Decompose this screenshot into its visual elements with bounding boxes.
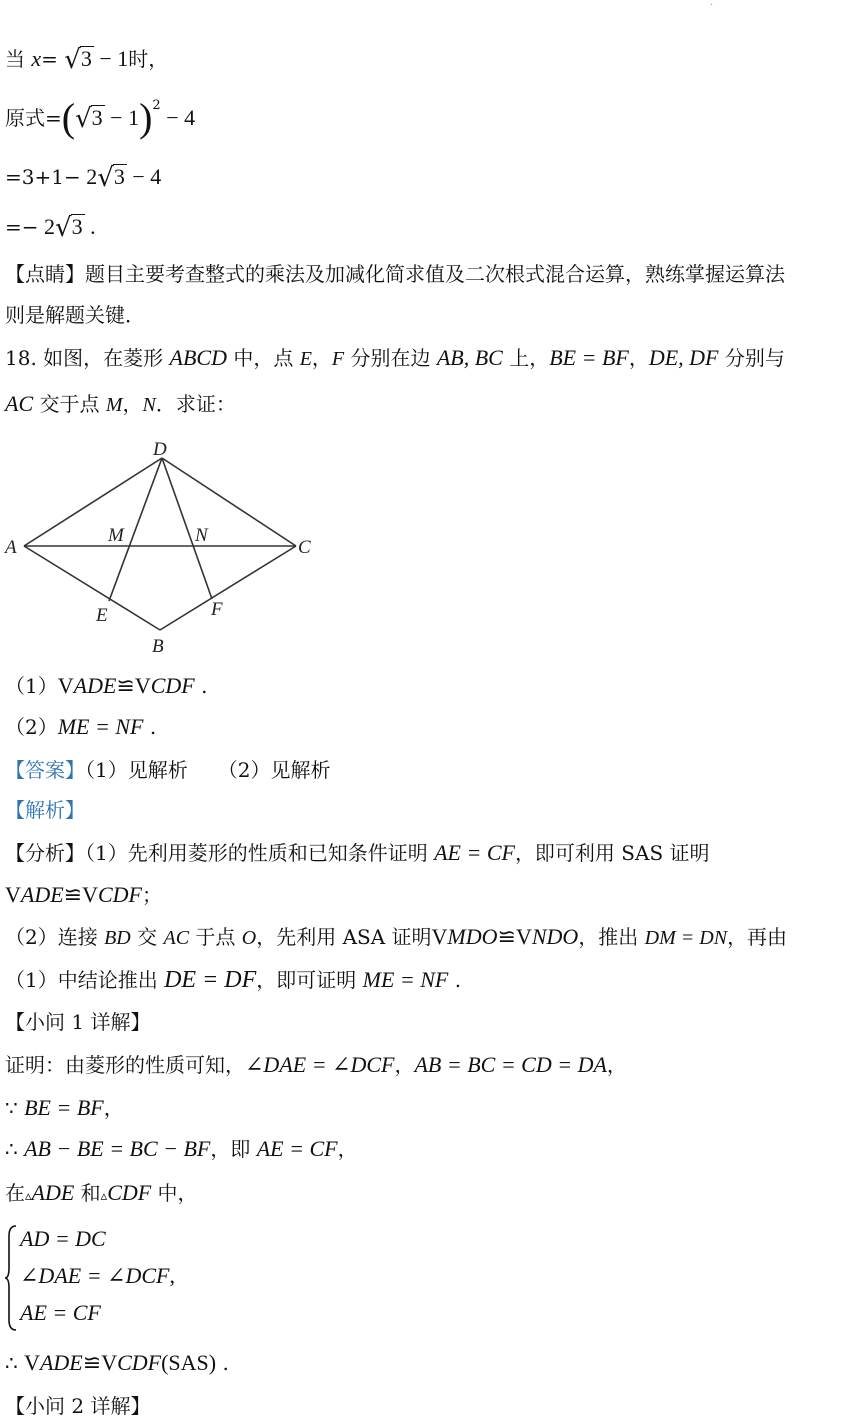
text: ， <box>122 392 143 416</box>
text: （1） <box>5 674 58 698</box>
step3-line <box>5 968 461 992</box>
radicand: 3 <box>80 46 92 71</box>
math: NDO <box>531 924 579 949</box>
scan-speck: · <box>710 0 714 11</box>
text: 2 <box>80 164 98 189</box>
math: AB, BC <box>436 345 503 370</box>
sqrt-icon: √ <box>64 45 81 75</box>
line-when-x <box>5 46 168 73</box>
system-line-2 <box>20 1265 175 1287</box>
text: . <box>143 715 157 739</box>
part-1 <box>5 675 207 697</box>
math: ME = NF <box>362 967 449 992</box>
text: , <box>169 1263 175 1288</box>
text: ， <box>103 1096 124 1120</box>
radicand: 3 <box>113 164 125 189</box>
text: （2）连接 <box>5 925 105 949</box>
text: 分别在边 <box>344 346 437 370</box>
text: ，先利用 ASA 证明 <box>256 925 432 949</box>
text: ，即 <box>210 1137 257 1161</box>
proof-because <box>5 1097 124 1119</box>
math: AD = DC <box>20 1226 106 1251</box>
text: ， <box>394 1053 415 1077</box>
proof-in-triangles <box>5 1182 198 1204</box>
radicand: 3 <box>71 214 83 239</box>
sqrt-icon: √ <box>75 104 92 134</box>
text: = <box>41 47 65 71</box>
left-paren: ( <box>61 95 76 140</box>
text: 时， <box>128 47 169 71</box>
math: M <box>105 394 123 416</box>
math: BE = BF <box>24 1095 104 1120</box>
congruent-symbol: ≌ <box>497 924 516 949</box>
text: （2） <box>5 715 58 739</box>
text: =3+1− <box>5 165 81 189</box>
label-a: A <box>5 537 17 558</box>
triangle-symbol: V <box>134 673 151 698</box>
math: BD <box>104 927 131 949</box>
side-ad <box>24 458 162 546</box>
text: 上， <box>502 346 550 370</box>
triangle-icon: ▵ <box>100 1189 108 1204</box>
question-18-line-2 <box>5 393 236 415</box>
side-cb <box>160 546 296 630</box>
text: 18. 如图，在菱形 <box>5 346 170 370</box>
comment-line-1: 【点睛】题目主要考查整式的乘法及加减化简求值及二次根式混合运算，熟练掌握运算法 <box>5 262 785 286</box>
rhombus-lines <box>24 458 296 630</box>
text: 当 <box>5 47 32 71</box>
therefore-symbol: ∴ <box>5 1137 25 1161</box>
proof-line-1 <box>5 1054 627 1076</box>
text: ，即可利用 SAS 证明 <box>514 841 710 865</box>
text: . <box>194 674 208 698</box>
label-m: M <box>108 525 124 546</box>
triangle-symbol: V <box>431 924 448 949</box>
subquestion-2-heading: 【小问 2 详解】 <box>5 1394 151 1418</box>
text: ； <box>141 883 162 907</box>
math: ADE <box>39 1350 83 1375</box>
subquestion-1-heading: 【小问 1 详解】 <box>5 1010 151 1034</box>
answer-line <box>5 760 330 780</box>
exponent: 2 <box>152 98 161 113</box>
sqrt-icon: √ <box>55 213 72 243</box>
math: AB = BC = CD = DA <box>414 1052 607 1077</box>
text: − 4 <box>160 105 196 130</box>
var-x: x <box>31 46 42 71</box>
math: ADE <box>73 673 117 698</box>
math: ∠DAE = ∠DCF <box>245 1052 395 1077</box>
answer-tag: 【答案】 <box>5 758 85 782</box>
math: N <box>142 394 156 416</box>
therefore-symbol: ∴ <box>5 1351 25 1375</box>
text: . <box>448 968 462 992</box>
triangle-symbol: V <box>82 882 98 907</box>
triangle-symbol: V <box>5 882 21 907</box>
sqrt-icon: √ <box>97 163 114 193</box>
text: 在 <box>5 1181 25 1205</box>
text: ，即可证明 <box>256 968 363 992</box>
text: 中，点 <box>226 346 300 370</box>
text: . <box>84 214 96 239</box>
math: F <box>331 348 345 370</box>
math: ∠DAE = ∠DCF <box>20 1263 170 1288</box>
left-brace-icon <box>4 1224 18 1332</box>
math: CDF <box>97 882 142 907</box>
text: 和 <box>74 1181 101 1205</box>
math: AC <box>163 927 190 949</box>
congruent-symbol: ≌ <box>63 882 83 907</box>
text: − 1 <box>93 46 129 71</box>
text: 中， <box>151 1181 198 1205</box>
text: ， <box>628 346 649 370</box>
text: (SAS) <box>161 1350 217 1375</box>
math: ABCD <box>169 345 227 370</box>
text: ．求证： <box>155 392 236 416</box>
fenxi-line-1 <box>5 842 710 864</box>
proof-conclusion <box>5 1352 229 1374</box>
triangle-icon: ▵ <box>25 1189 32 1204</box>
text: 于点 <box>189 925 242 949</box>
line-result <box>5 214 96 241</box>
text: − 4 <box>126 164 162 189</box>
math: DE, DF <box>648 345 719 370</box>
math: AE = CF <box>20 1300 101 1325</box>
text: ，再由 <box>727 925 788 949</box>
text: 分别与 <box>718 346 785 370</box>
math: AB − BE = BC − BF <box>24 1136 211 1161</box>
text: （1）中结论推出 <box>5 968 165 992</box>
because-symbol: ∵ <box>5 1096 25 1120</box>
system-line-1 <box>20 1228 106 1250</box>
math: ADE <box>31 1180 75 1205</box>
math: DM = DN <box>644 927 728 949</box>
label-b: B <box>152 636 164 657</box>
congruent-symbol: ≌ <box>82 1350 102 1375</box>
right-paren: ) <box>139 95 153 140</box>
side-ba <box>24 546 160 630</box>
math: ME = NF <box>57 714 144 739</box>
triangle-symbol: V <box>101 1350 118 1375</box>
math: AE = CF <box>434 840 515 865</box>
text: . <box>216 1351 229 1375</box>
text: ， <box>606 1053 627 1077</box>
text: 2 <box>38 214 56 239</box>
text: 交 <box>130 925 164 949</box>
question-18-line-1 <box>5 347 785 369</box>
comment-line-2: 则是解题关键． <box>5 303 145 327</box>
math: CDF <box>150 673 195 698</box>
math: CDF <box>107 1180 152 1205</box>
congruent-symbol: ≌ <box>116 673 135 698</box>
label-c: C <box>298 537 311 558</box>
label-f: F <box>211 599 223 620</box>
math: ADE <box>20 882 64 907</box>
math: E <box>299 348 312 370</box>
system-line-3 <box>20 1302 101 1324</box>
triangle-symbol: V <box>24 1350 40 1375</box>
line-original-expr <box>5 95 196 140</box>
answer-text: （1）见解析 （2）见解析 <box>85 758 331 782</box>
label-e: E <box>96 605 108 626</box>
text: 交于点 <box>33 392 106 416</box>
side-dc <box>162 458 296 546</box>
analysis-tag: 【解析】 <box>5 798 85 822</box>
label-d: D <box>153 439 167 460</box>
text: 证明：由菱形的性质可知， <box>5 1053 245 1077</box>
line-expand <box>5 164 161 191</box>
math: MDO <box>447 924 498 949</box>
math: AE = CF <box>256 1136 338 1161</box>
math: O <box>241 927 257 949</box>
fenxi-line-2 <box>5 884 162 906</box>
radicand: 3 <box>91 105 103 130</box>
text: 原式= <box>5 106 62 130</box>
proof-therefore <box>5 1138 358 1160</box>
text: − 1 <box>104 105 140 130</box>
triangle-symbol: V <box>57 673 74 698</box>
step2-line <box>5 926 787 948</box>
text: ， <box>337 1137 358 1161</box>
text: ， <box>311 346 332 370</box>
math: CDF <box>117 1350 162 1375</box>
math: BE = BF <box>549 345 629 370</box>
triangle-symbol: V <box>515 924 532 949</box>
math: DE = DF <box>164 967 257 993</box>
text: =− <box>5 215 39 239</box>
rhombus-diagram <box>0 433 330 658</box>
part-2 <box>5 716 156 738</box>
text: 【分析】（1）先利用菱形的性质和已知条件证明 <box>5 841 435 865</box>
text: ，推出 <box>578 925 645 949</box>
label-n: N <box>195 525 208 546</box>
math: AC <box>5 391 34 416</box>
